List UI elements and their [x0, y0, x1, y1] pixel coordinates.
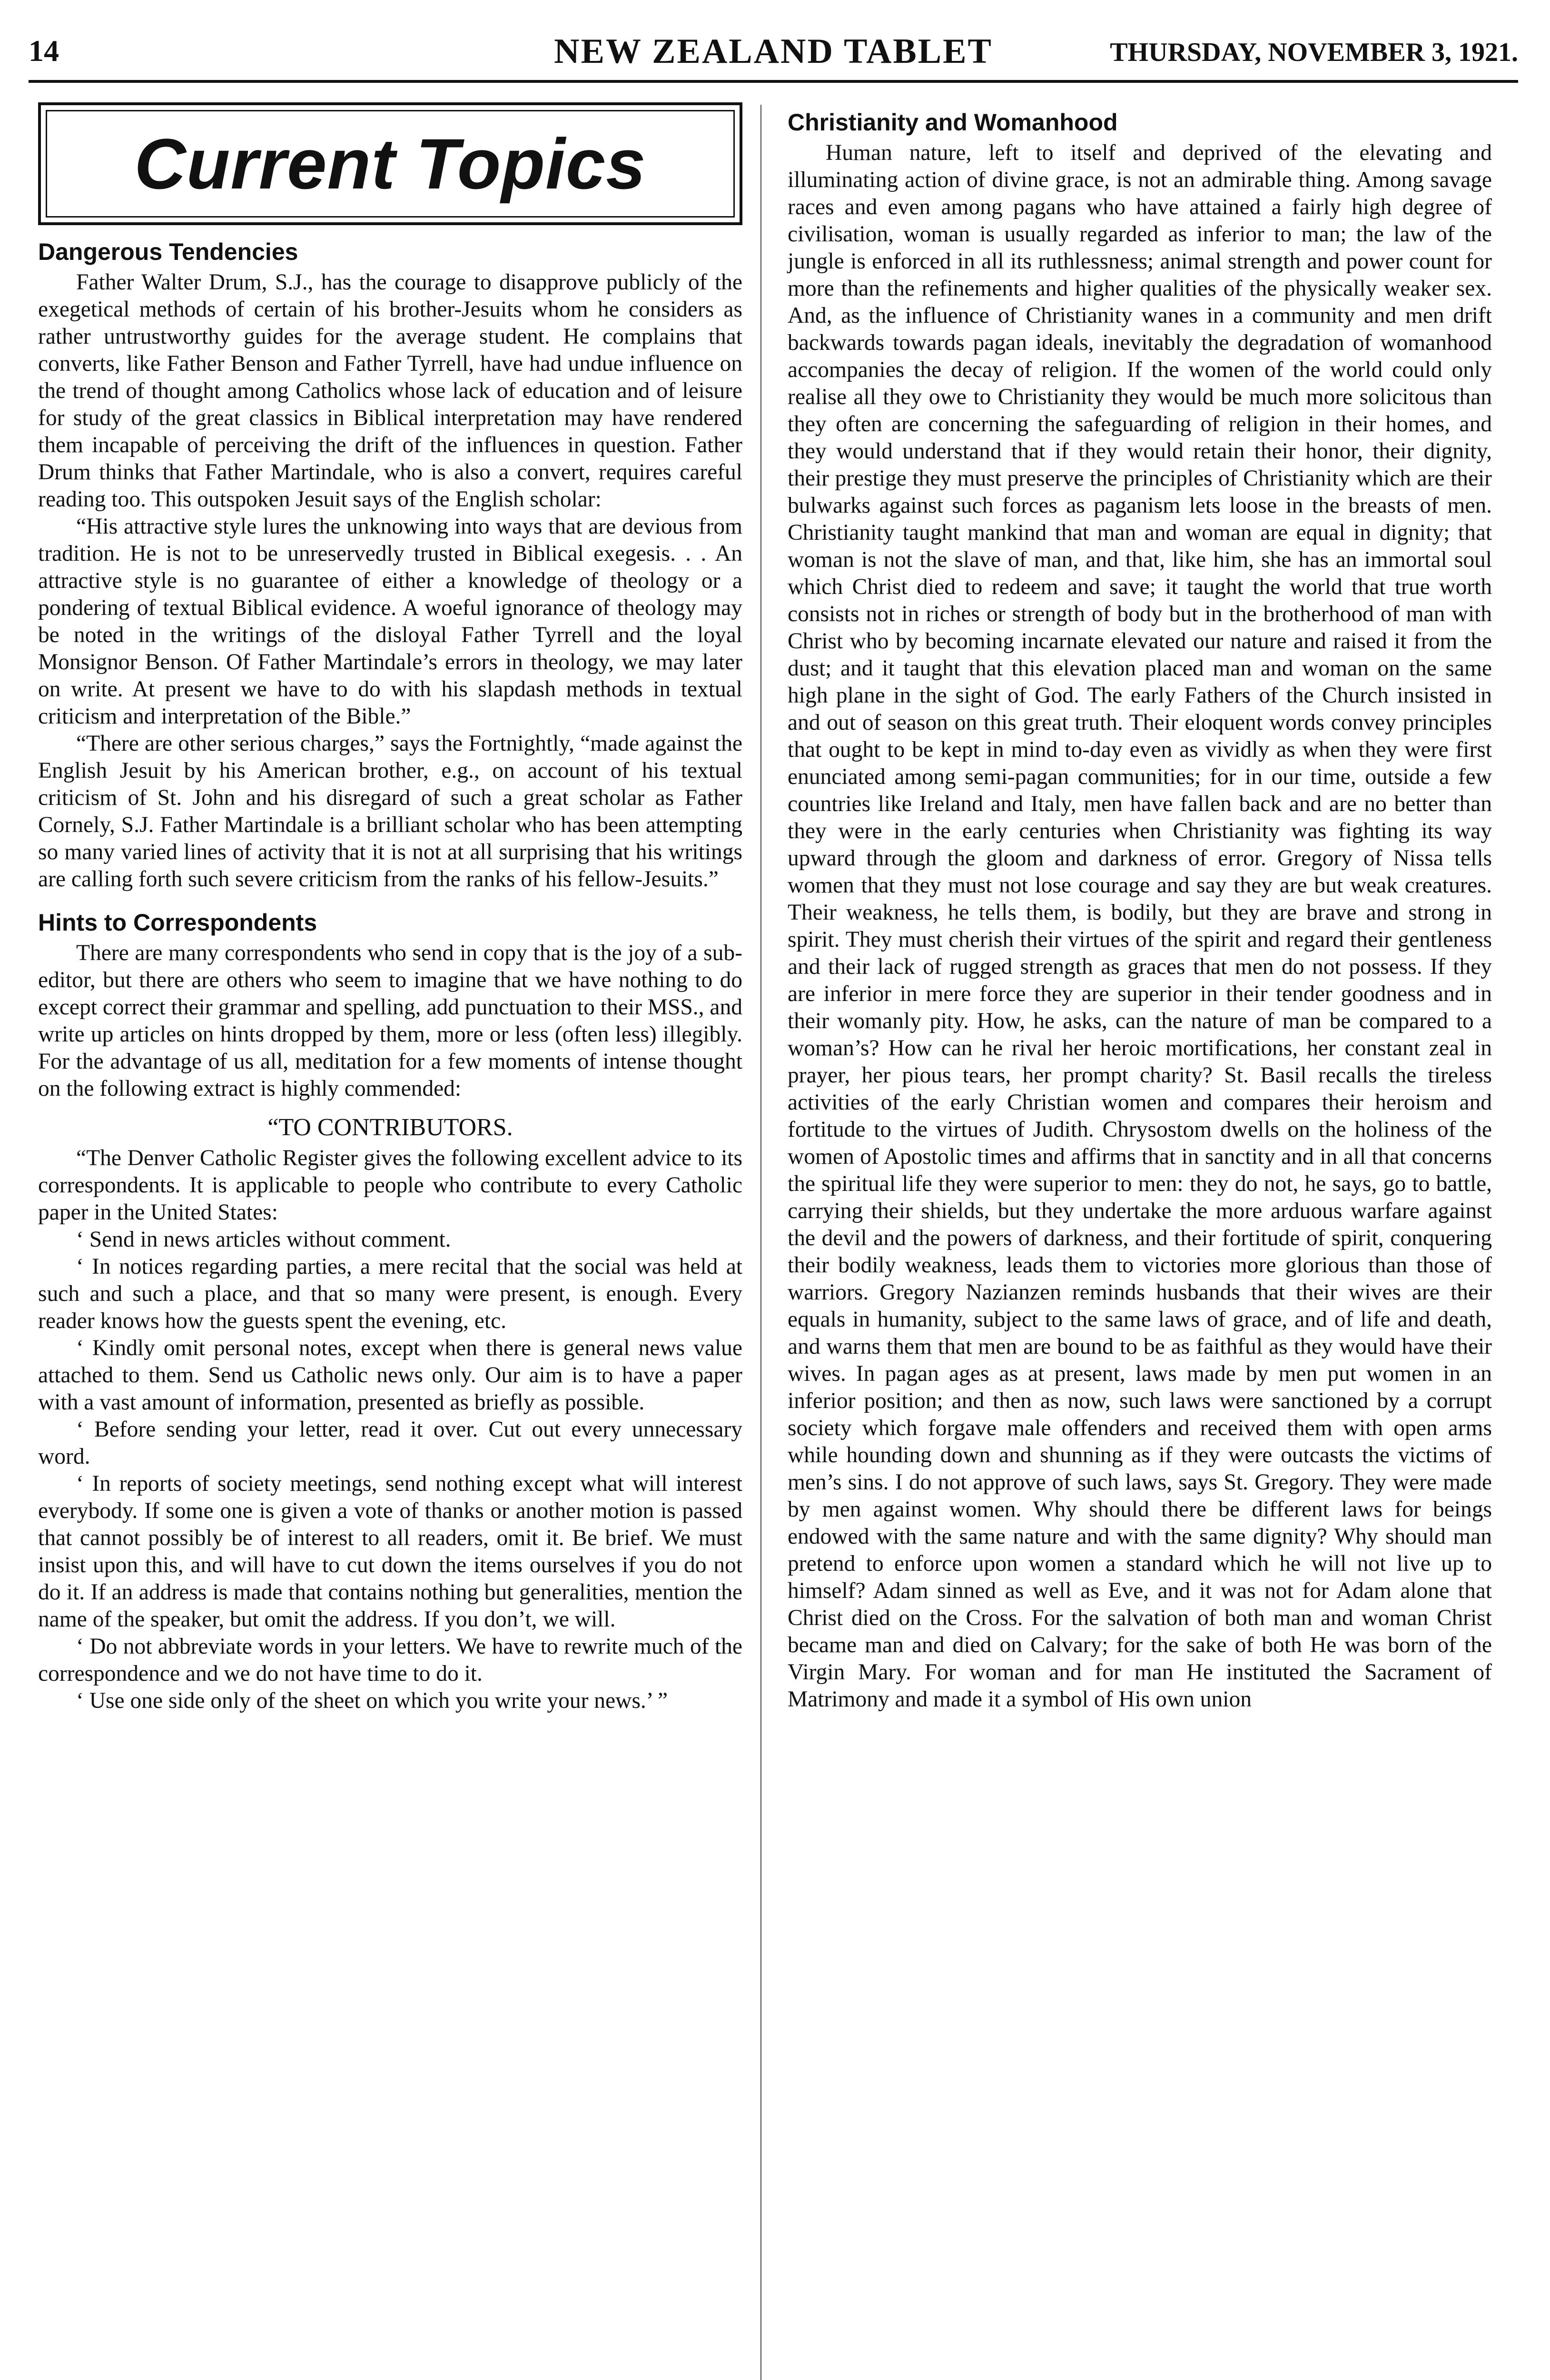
article-paragraph: There are many correspondents who send in copy that is the joy of a sub-editor, but there are others who seem to imagine that we have nothing to do except correct their grammar and spelling, add punctuation to their MSS., and write up articles on hints dropped by them, more or less (often less) illegibly. For the advantage of us all, meditation for a few moments of intense thought on the following extract is highly commended:: [38, 941, 742, 1101]
quote-paragraph: ‘ Do not abbreviate words in your letters. We have to rewrite much of the correspondence and we do not have time to do it.: [38, 1634, 742, 1686]
quote-paragraph: ‘ In reports of society meetings, send nothing except what will interest everybody. If some one is given a vote of thanks or another motion is passed that cannot possibly be of interest to all readers, omit it. Be brief. We must insist upon this, and will have to cut down the items ourselves if you do not do it. If an address is made that contains nothing but generalities, mention the name of the speaker, but omit the address. If you don’t, we will.: [38, 1471, 742, 1632]
quote-paragraph: ‘ In notices regarding parties, a mere recital that the social was held at such and such a place, and that so many were present, is enough. Every reader knows how the guests spent the evening, etc.: [38, 1254, 742, 1333]
article-paragraph: Father Walter Drum, S.J., has the courage to disapprove publicly of the exegetical methods of certain of his brother-Jesuits whom he considers as rather untrustworthy guides for the average student. He complains that converts, like Father Benson and Father Tyrrell, have had undue influence on the trend of thought among Catholics whose lack of education and of leisure for study of the great classics in Biblical interpretation may have rendered them incapable of perceiving the drift of the influences in question. Father Drum thinks that Father Martindale, who is also a convert, requires careful reading too. This outspoken Jesuit says of the English scholar:: [38, 270, 742, 512]
section-title: Current Topics: [134, 123, 646, 204]
right-column: [788, 107, 1492, 1713]
contributors-subheading: “TO CONTRIBUTORS.: [267, 1114, 513, 1141]
issue-date: THURSDAY, NOVEMBER 3, 1921.: [1110, 38, 1518, 67]
column-divider: [760, 105, 761, 2380]
publication-title: NEW ZEALAND TABLET: [554, 32, 993, 71]
christianity-heading: Christianity and Womanhood: [788, 109, 1118, 136]
quote-paragraph: ‘ Before sending your letter, read it over. Cut out every unnecessary word.: [38, 1417, 742, 1469]
page-header: [29, 33, 1518, 76]
quote-paragraph: ‘ Send in news articles without comment.: [76, 1227, 451, 1252]
article-paragraph: “There are other serious charges,” says the Fortnightly, “made against the English Jesuit by his American brother, e.g., on account of his textual criticism of St. John and his disregard of such a great scholar as Father Cornely, S.J. Father Martindale is a brilliant scholar who has been attempting so many varied lines of activity that it is not at all surprising that his writings are calling forth such severe criticism from the ranks of his fellow-Jesuits.”: [38, 731, 742, 892]
page-number: 14: [29, 34, 59, 68]
dangerous-tendencies-heading: Dangerous Tendencies: [38, 238, 298, 265]
article-paragraph: Human nature, left to itself and deprived of the elevating and illuminating action of divine grace, is not an admirable thing. Among savage races and even among pagans who have attained a fairly high degree of civilisation, woman is usually regarded as inferior to man; the law of the jungle is enforced in all its ruthlessness; animal strength and power count for more than the refinements and higher qualities of the physically weaker sex. And, as the influence of Christianity wanes in a community and men drift backwards towards pagan ideals, inevitably the degradation of womanhood accompanies the decay of religion. If the women of the world could only realise all they owe to Christianity they would be much more solicitous than they often are concerning the safeguarding of religion in their homes, and they would understand that if they would retain their honor, their dignity, their prestige they must preserve the principles of Christianity which are their bulwarks against such forces as paganism lets loose in the breasts of men. Christianity taught mankind that man and woman are equal in dignity; that woman is not the slave of man, and that, like him, she has an immortal soul which Christ died to redeem and save; it taught the world that true worth consists not in riches or strength of body but in the brotherhood of man with Christ who by becoming incarnate elevated our nature and raised it from the dust; and it taught that this elevation placed man and woman on the same high plane in the sight of God. The early Fathers of the Church insisted in and out of season on this great truth. Their eloquent words convey principles that ought to be kept in mind to-day even as vividly as when they were first enunciated among semi-pagan communities; for in our time, outside a few countries like Ireland and Italy, men have fallen back and are no better than they were in the early centuries when Christianity was fighting its way upward through the gloom and darkness of error. Gregory of Nissa tells women that they must not lose courage and say they are but weak creatures. Their weakness, he tells them, is bodily, but they are brave and strong in spirit. They must cherish their virtues of the spirit and regard their gentleness and their lack of rugged strength as graces that men do not possess. If they are inferior in mere force they are superior in their tender goodness and in their womanly pity. How, he asks, can the nature of man be compared to a woman’s? How can he rival her heroic mortifications, her constant zeal in prayer, her pious tears, her prompt charity? St. Basil recalls the tireless activities of the early Christian women and compares their heroism and fortitude to the virtues of Judith. Chrysostom dwells on the holiness of the women of Apostolic times and affirms that in sanctity and in all that concerns the spiritual life they were superior to men: they do not, he says, go to battle, carrying their shields, but they undertake the more arduous warfare against the devil and the powers of darkness, and their fortitude of spirit, conquering their bodily weakness, leads them to victories more glorious than those of warriors. Gregory Nazianzen reminds husbands that their wives are their equals in humanity, subject to the same laws of grace, and of life and death, and warns them that men are bound to be as faithful as they would have their wives. In pagan ages as at present, laws made by men put women in an inferior position; and then as now, such laws were sanctioned by a corrupt society which forgave male offenders and received them with open arms while hounding down and shunning as if they were outcasts the victims of men’s sins. I do not approve of such laws, says St. Gregory. They were made by men against women. Why should there be different laws for beings endowed with the same nature and with the same dignity? Why should man pretend to enforce upon women a standard which he will not live up to himself? Adam sinned as well as Eve, and it was not for Adam alone that Christ died on the Cross. For the salvation of both man and woman Christ became man and died on Calvary; for the sake of both He was born of the Virgin Mary. For woman and for man He instituted the Sacrament of Matrimony and made it a symbol of His own union: [788, 140, 1492, 1712]
quote-paragraph: ‘ Kindly omit personal notes, except when there is general news value attached to them. Send us Catholic news only. Our aim is to have a paper with a vast amount of information, presented as briefly as possible.: [38, 1336, 742, 1415]
header-rule: [29, 80, 1518, 83]
hints-heading: Hints to Correspondents: [38, 909, 317, 936]
quote-paragraph: “The Denver Catholic Register gives the following excellent advice to its correspondents. It is applicable to people who contribute to every Catholic paper in the United States:: [38, 1146, 742, 1225]
section-title-box: [38, 102, 742, 225]
left-column: [38, 102, 742, 1715]
article-paragraph: “His attractive style lures the unknowing into ways that are devious from tradition. He is not to be unreservedly trusted in Biblical exegesis. . . An attractive style is no guarantee of either a knowledge of theology or a pondering of textual Biblical evidence. A woeful ignorance of theology may be noted in the writings of the disloyal Father Tyrrell and the loyal Monsignor Benson. Of Father Martindale’s errors in theology, we may later on write. At present we have to do with his slapdash methods in textual criticism and interpretation of the Bible.”: [38, 514, 742, 729]
quote-paragraph: ‘ Use one side only of the sheet on which you write your news.’ ”: [76, 1688, 668, 1713]
